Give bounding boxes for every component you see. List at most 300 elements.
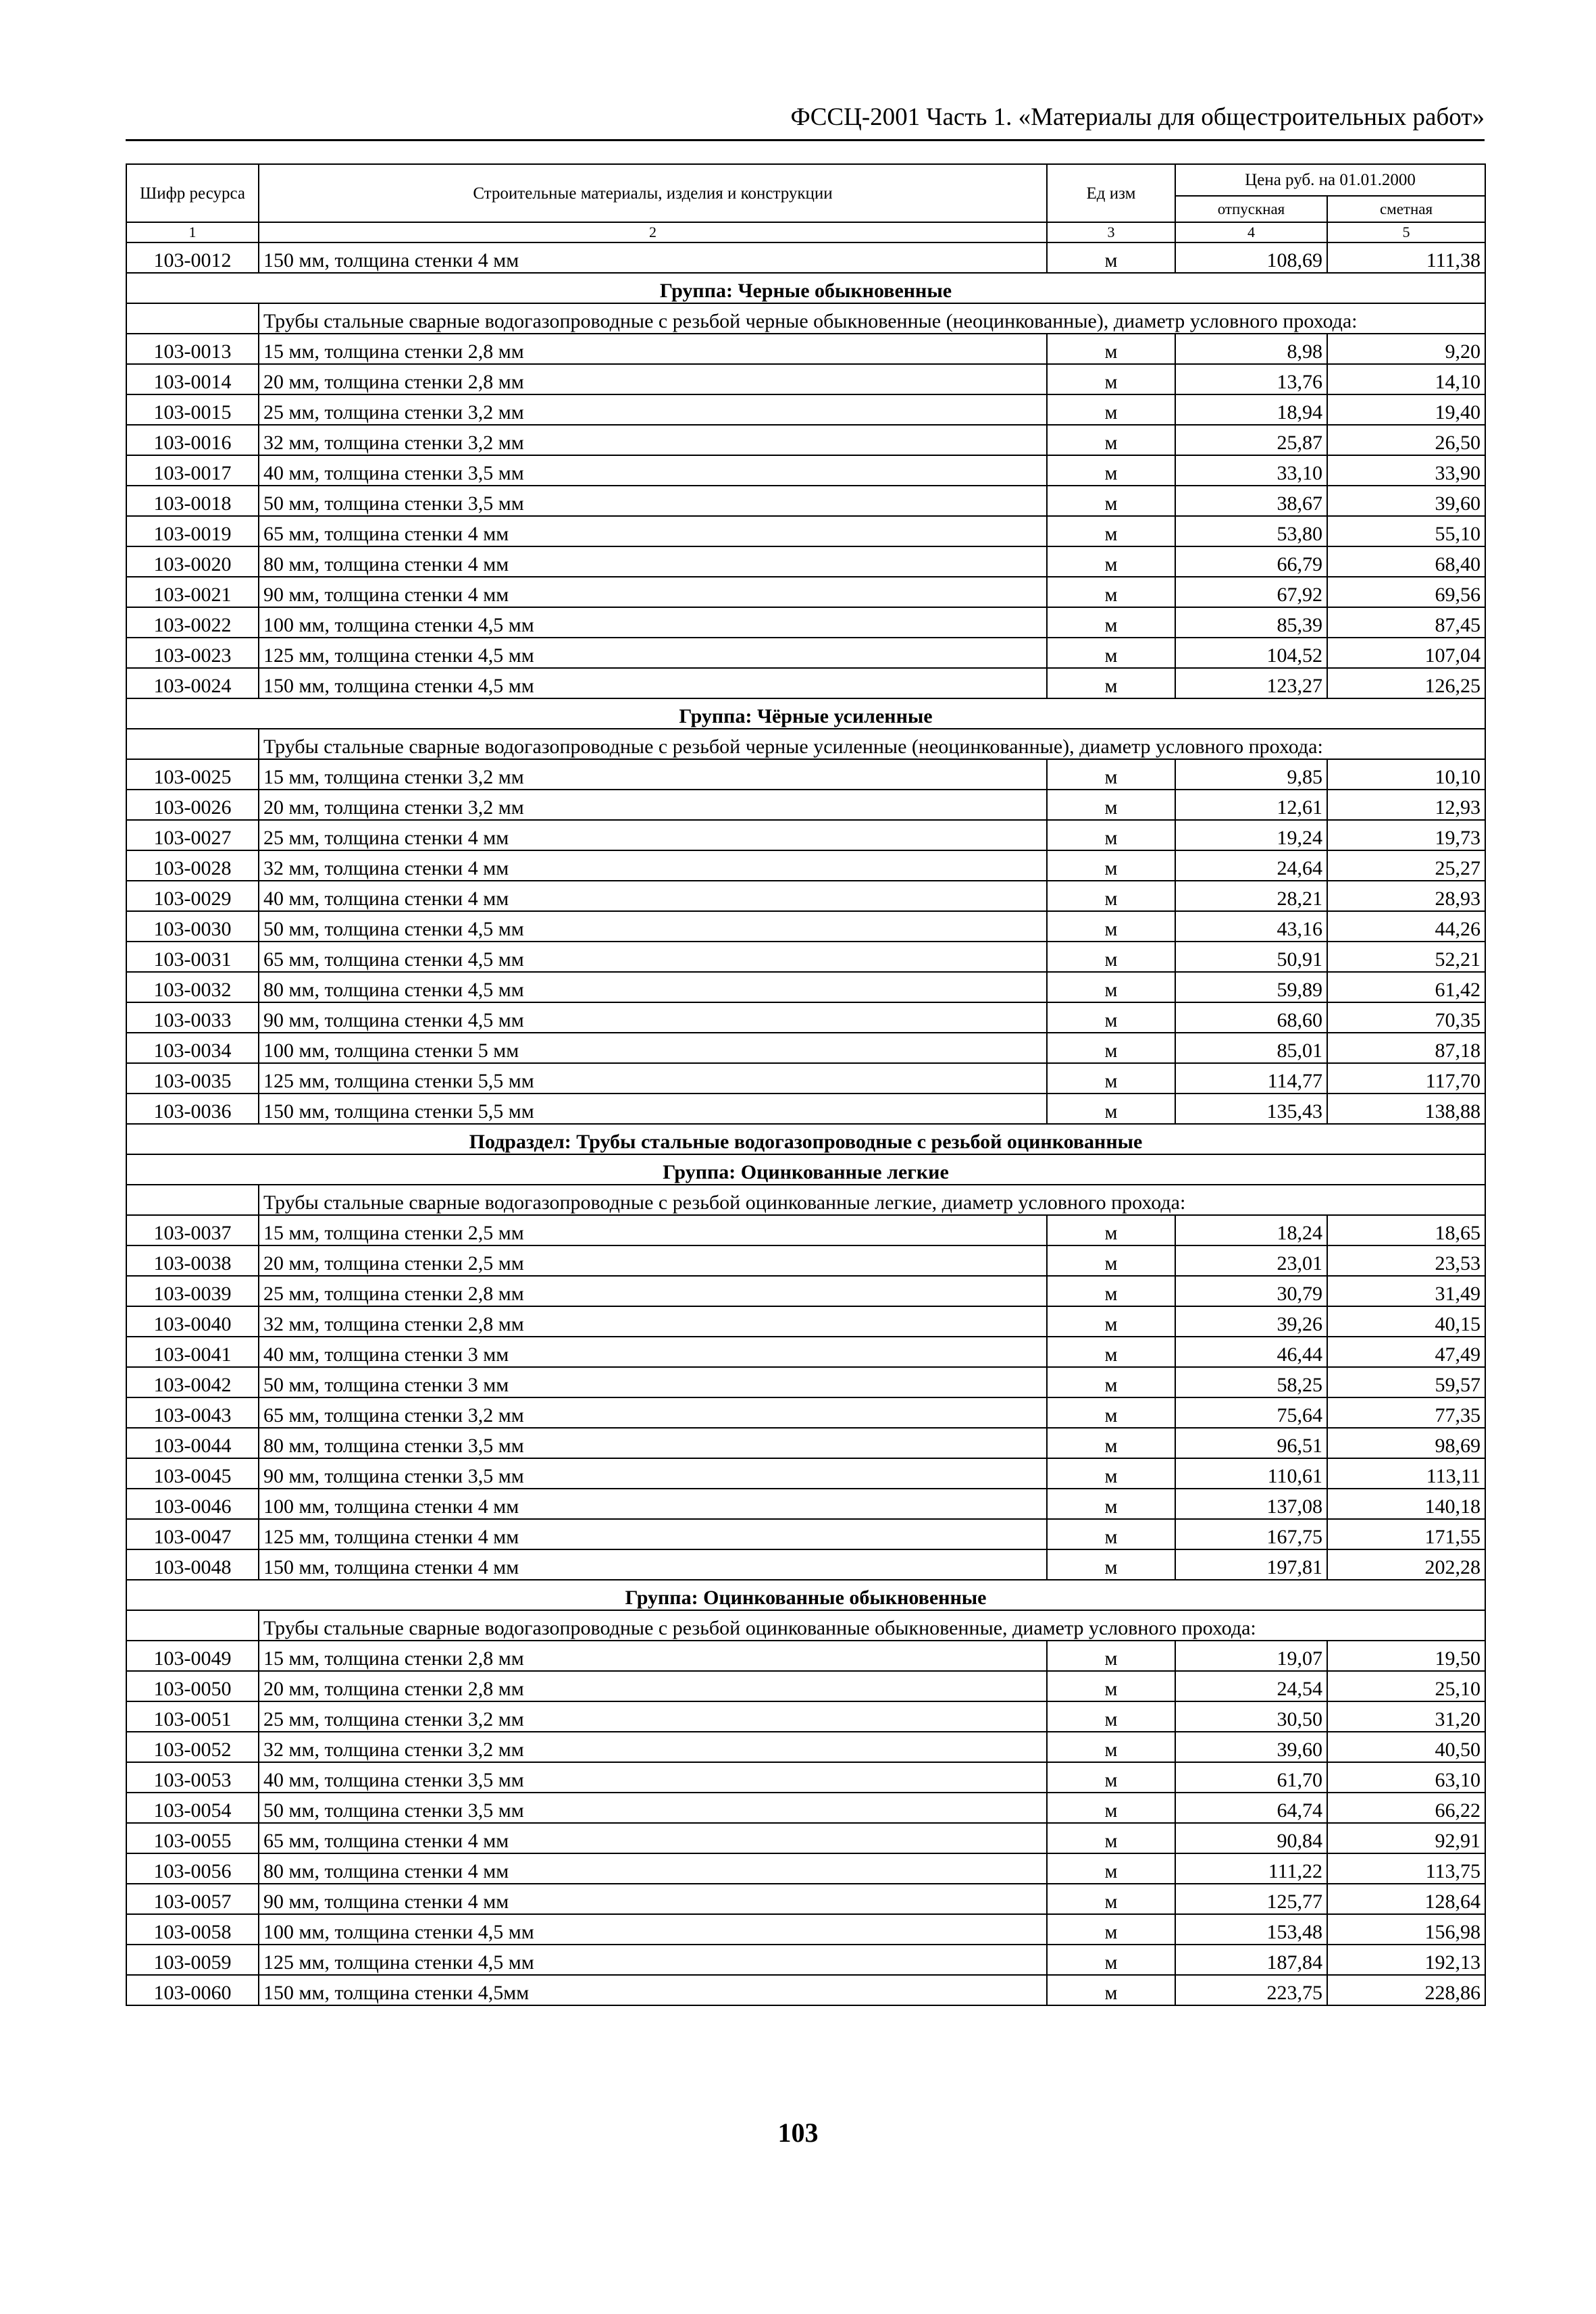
cell-unit: м [1047,1276,1175,1306]
table-row [126,911,1485,942]
cell-estimate: 61,42 [1327,972,1485,1002]
table-row [126,455,1485,486]
cell-code: 103-0037 [126,1215,259,1245]
cell-name: 80 мм, толщина стенки 4 мм [259,1853,1047,1884]
cell-estimate: 113,75 [1327,1853,1485,1884]
cell-name: 50 мм, толщина стенки 4,5 мм [259,911,1047,942]
cell-estimate: 40,50 [1327,1732,1485,1762]
cell-wholesale: 23,01 [1175,1245,1327,1276]
cell-wholesale: 9,85 [1175,759,1327,790]
cell-code: 103-0017 [126,455,259,486]
cell-name: 90 мм, толщина стенки 4 мм [259,577,1047,607]
cell-code: 103-0050 [126,1671,259,1701]
cell-code: 103-0044 [126,1428,259,1458]
cell-unit: м [1047,1489,1175,1519]
cell-code: 103-0042 [126,1367,259,1397]
cell-name: 125 мм, толщина стенки 4,5 мм [259,1945,1047,1975]
cell-name: 65 мм, толщина стенки 4 мм [259,516,1047,546]
cell-name: 65 мм, толщина стенки 4,5 мм [259,942,1047,972]
cell-wholesale: 33,10 [1175,455,1327,486]
note-spacer [126,1610,259,1641]
cell-estimate: 19,50 [1327,1641,1485,1671]
cell-estimate: 47,49 [1327,1337,1485,1367]
cell-code: 103-0047 [126,1519,259,1549]
cell-code: 103-0036 [126,1094,259,1124]
cell-code: 103-0041 [126,1337,259,1367]
cell-estimate: 192,13 [1327,1945,1485,1975]
cell-unit: м [1047,1732,1175,1762]
group-row [126,1580,1485,1610]
cell-unit: м [1047,577,1175,607]
cell-name: 80 мм, толщина стенки 4 мм [259,546,1047,577]
cell-wholesale: 90,84 [1175,1823,1327,1853]
cell-unit: м [1047,425,1175,455]
table-row [126,942,1485,972]
cell-code: 103-0059 [126,1945,259,1975]
cell-name: 125 мм, толщина стенки 4 мм [259,1519,1047,1549]
col-number-5: 5 [1327,222,1485,242]
cell-estimate: 14,10 [1327,364,1485,394]
cell-code: 103-0019 [126,516,259,546]
col-header-wholesale: отпускная [1175,196,1327,222]
cell-unit: м [1047,455,1175,486]
cell-wholesale: 18,94 [1175,394,1327,425]
table-row [126,1094,1485,1124]
cell-estimate: 39,60 [1327,486,1485,516]
cell-unit: м [1047,334,1175,364]
col-header-code: Шифр ресурса [126,164,259,222]
group-row [126,698,1485,729]
cell-estimate: 40,15 [1327,1306,1485,1337]
table-row [126,334,1485,364]
cell-name: 20 мм, толщина стенки 2,5 мм [259,1245,1047,1276]
cell-unit: м [1047,546,1175,577]
cell-code: 103-0018 [126,486,259,516]
table-body [126,242,1485,2005]
cell-wholesale: 85,01 [1175,1033,1327,1063]
table-row [126,1428,1485,1458]
table-row [126,1519,1485,1549]
cell-unit: м [1047,1549,1175,1580]
cell-name: 40 мм, толщина стенки 3,5 мм [259,455,1047,486]
table-header [126,164,1485,242]
cell-unit: м [1047,1215,1175,1245]
price-table [126,163,1486,2006]
cell-code: 103-0030 [126,911,259,942]
cell-estimate: 98,69 [1327,1428,1485,1458]
cell-wholesale: 18,24 [1175,1215,1327,1245]
table-row [126,1367,1485,1397]
group-description: Трубы стальные сварные водогазопроводные с резьбой оцинкованные обыкновенные, диаметр условного прохода: [259,1610,1485,1641]
table-row [126,1276,1485,1306]
cell-name: 25 мм, толщина стенки 3,2 мм [259,394,1047,425]
cell-wholesale: 167,75 [1175,1519,1327,1549]
cell-estimate: 92,91 [1327,1823,1485,1853]
cell-wholesale: 58,25 [1175,1367,1327,1397]
col-header-estimate: сметная [1327,196,1485,222]
cell-code: 103-0049 [126,1641,259,1671]
cell-name: 150 мм, толщина стенки 4 мм [259,1549,1047,1580]
cell-name: 65 мм, толщина стенки 4 мм [259,1823,1047,1853]
cell-estimate: 87,45 [1327,607,1485,638]
table-row [126,607,1485,638]
col-number-3: 3 [1047,222,1175,242]
cell-unit: м [1047,607,1175,638]
cell-code: 103-0020 [126,546,259,577]
note-row [126,1610,1485,1641]
cell-wholesale: 13,76 [1175,364,1327,394]
cell-name: 15 мм, толщина стенки 2,8 мм [259,1641,1047,1671]
cell-code: 103-0046 [126,1489,259,1519]
cell-name: 40 мм, толщина стенки 4 мм [259,881,1047,911]
cell-name: 20 мм, толщина стенки 3,2 мм [259,790,1047,820]
cell-code: 103-0048 [126,1549,259,1580]
cell-name: 25 мм, толщина стенки 2,8 мм [259,1276,1047,1306]
cell-estimate: 31,20 [1327,1701,1485,1732]
cell-unit: м [1047,911,1175,942]
cell-unit: м [1047,850,1175,881]
cell-name: 15 мм, толщина стенки 2,8 мм [259,334,1047,364]
cell-name: 90 мм, толщина стенки 4,5 мм [259,1002,1047,1033]
cell-code: 103-0023 [126,638,259,668]
cell-unit: м [1047,790,1175,820]
cell-unit: м [1047,820,1175,850]
table-row [126,577,1485,607]
note-row [126,1185,1485,1215]
table-row [126,1793,1485,1823]
cell-name: 150 мм, толщина стенки 4,5мм [259,1975,1047,2005]
group-title: Группа: Черные обыкновенные [126,273,1485,303]
cell-code: 103-0040 [126,1306,259,1337]
cell-code: 103-0024 [126,668,259,698]
cell-name: 20 мм, толщина стенки 2,8 мм [259,364,1047,394]
cell-estimate: 171,55 [1327,1519,1485,1549]
cell-unit: м [1047,1306,1175,1337]
table-row [126,242,1485,273]
cell-name: 50 мм, толщина стенки 3,5 мм [259,486,1047,516]
cell-unit: м [1047,1641,1175,1671]
cell-wholesale: 50,91 [1175,942,1327,972]
cell-code: 103-0056 [126,1853,259,1884]
cell-estimate: 69,56 [1327,577,1485,607]
cell-code: 103-0060 [126,1975,259,2005]
cell-estimate: 44,26 [1327,911,1485,942]
table-row [126,1914,1485,1945]
cell-unit: м [1047,486,1175,516]
cell-estimate: 70,35 [1327,1002,1485,1033]
group-title: Группа: Оцинкованные обыкновенные [126,1580,1485,1610]
cell-unit: м [1047,972,1175,1002]
table-row [126,1458,1485,1489]
cell-code: 103-0055 [126,1823,259,1853]
cell-code: 103-0051 [126,1701,259,1732]
col-header-price: Цена руб. на 01.01.2000 [1175,164,1485,196]
cell-unit: м [1047,1671,1175,1701]
cell-code: 103-0034 [126,1033,259,1063]
cell-unit: м [1047,1884,1175,1914]
col-number-4: 4 [1175,222,1327,242]
note-spacer [126,303,259,334]
cell-unit: м [1047,1063,1175,1094]
cell-wholesale: 85,39 [1175,607,1327,638]
cell-wholesale: 96,51 [1175,1428,1327,1458]
cell-code: 103-0057 [126,1884,259,1914]
cell-name: 15 мм, толщина стенки 3,2 мм [259,759,1047,790]
table-row [126,1823,1485,1853]
table-row [126,1701,1485,1732]
cell-estimate: 68,40 [1327,546,1485,577]
cell-estimate: 31,49 [1327,1276,1485,1306]
col-header-unit: Ед изм [1047,164,1175,222]
table-row [126,1002,1485,1033]
cell-code: 103-0029 [126,881,259,911]
cell-estimate: 25,27 [1327,850,1485,881]
table-row [126,486,1485,516]
cell-name: 80 мм, толщина стенки 4,5 мм [259,972,1047,1002]
cell-wholesale: 223,75 [1175,1975,1327,2005]
cell-unit: м [1047,1397,1175,1428]
cell-wholesale: 39,26 [1175,1306,1327,1337]
table-row [126,820,1485,850]
cell-wholesale: 53,80 [1175,516,1327,546]
cell-unit: м [1047,668,1175,698]
cell-estimate: 52,21 [1327,942,1485,972]
cell-code: 103-0039 [126,1276,259,1306]
cell-name: 125 мм, толщина стенки 4,5 мм [259,638,1047,668]
cell-estimate: 66,22 [1327,1793,1485,1823]
cell-estimate: 117,70 [1327,1063,1485,1094]
cell-wholesale: 64,74 [1175,1793,1327,1823]
cell-name: 80 мм, толщина стенки 3,5 мм [259,1428,1047,1458]
cell-name: 40 мм, толщина стенки 3,5 мм [259,1762,1047,1793]
cell-unit: м [1047,638,1175,668]
table-row [126,881,1485,911]
cell-estimate: 33,90 [1327,455,1485,486]
cell-wholesale: 61,70 [1175,1762,1327,1793]
cell-name: 32 мм, толщина стенки 3,2 мм [259,1732,1047,1762]
cell-code: 103-0013 [126,334,259,364]
table-row [126,1306,1485,1337]
table-row [126,1884,1485,1914]
cell-wholesale: 59,89 [1175,972,1327,1002]
table-row [126,790,1485,820]
cell-code: 103-0028 [126,850,259,881]
cell-unit: м [1047,942,1175,972]
cell-name: 40 мм, толщина стенки 3 мм [259,1337,1047,1367]
group-title: Группа: Оцинкованные легкие [126,1154,1485,1185]
cell-wholesale: 19,07 [1175,1641,1327,1671]
header-rule [126,139,1485,141]
cell-estimate: 18,65 [1327,1215,1485,1245]
group-title: Группа: Чёрные усиленные [126,698,1485,729]
cell-estimate: 10,10 [1327,759,1485,790]
note-spacer [126,729,259,759]
cell-code: 103-0035 [126,1063,259,1094]
cell-wholesale: 110,61 [1175,1458,1327,1489]
cell-wholesale: 38,67 [1175,486,1327,516]
cell-estimate: 9,20 [1327,334,1485,364]
cell-unit: м [1047,1975,1175,2005]
cell-estimate: 59,57 [1327,1367,1485,1397]
cell-code: 103-0022 [126,607,259,638]
table-row [126,1975,1485,2005]
subsection-row [126,1124,1485,1154]
cell-name: 25 мм, толщина стенки 4 мм [259,820,1047,850]
table-row [126,364,1485,394]
cell-estimate: 140,18 [1327,1489,1485,1519]
cell-code: 103-0053 [126,1762,259,1793]
note-row [126,303,1485,334]
cell-wholesale: 153,48 [1175,1914,1327,1945]
cell-unit: м [1047,759,1175,790]
group-description: Трубы стальные сварные водогазопроводные с резьбой оцинкованные легкие, диаметр условного прохода: [259,1185,1485,1215]
cell-code: 103-0015 [126,394,259,425]
cell-wholesale: 125,77 [1175,1884,1327,1914]
cell-wholesale: 111,22 [1175,1853,1327,1884]
cell-unit: м [1047,1337,1175,1367]
cell-estimate: 26,50 [1327,425,1485,455]
group-row [126,273,1485,303]
group-row [126,1154,1485,1185]
cell-code: 103-0038 [126,1245,259,1276]
cell-unit: м [1047,1428,1175,1458]
table-row [126,1489,1485,1519]
cell-code: 103-0058 [126,1914,259,1945]
cell-wholesale: 135,43 [1175,1094,1327,1124]
cell-wholesale: 24,54 [1175,1671,1327,1701]
cell-code: 103-0054 [126,1793,259,1823]
cell-estimate: 25,10 [1327,1671,1485,1701]
cell-unit: м [1047,364,1175,394]
cell-estimate: 19,73 [1327,820,1485,850]
cell-estimate: 77,35 [1327,1397,1485,1428]
table-row [126,394,1485,425]
table-row [126,1641,1485,1671]
table-row [126,1245,1485,1276]
cell-name: 32 мм, толщина стенки 4 мм [259,850,1047,881]
table-row [126,1397,1485,1428]
cell-unit: м [1047,1367,1175,1397]
cell-wholesale: 12,61 [1175,790,1327,820]
cell-code: 103-0052 [126,1732,259,1762]
table-row [126,1063,1485,1094]
table-row [126,638,1485,668]
cell-wholesale: 46,44 [1175,1337,1327,1367]
cell-wholesale: 8,98 [1175,334,1327,364]
cell-wholesale: 39,60 [1175,1732,1327,1762]
cell-code: 103-0012 [126,242,259,273]
cell-code: 103-0033 [126,1002,259,1033]
cell-unit: м [1047,1853,1175,1884]
cell-code: 103-0025 [126,759,259,790]
cell-unit: м [1047,1458,1175,1489]
group-description: Трубы стальные сварные водогазопроводные с резьбой черные обыкновенные (неоцинкованные), диаметр условного прохода: [259,303,1485,334]
table-row [126,1762,1485,1793]
cell-estimate: 55,10 [1327,516,1485,546]
cell-name: 15 мм, толщина стенки 2,5 мм [259,1215,1047,1245]
group-description: Трубы стальные сварные водогазопроводные с резьбой черные усиленные (неоцинкованные), диаметр условного прохода: [259,729,1485,759]
running-head: ФССЦ-2001 Часть 1. «Материалы для общестроительных работ» [790,103,1485,131]
table-row [126,1671,1485,1701]
cell-name: 25 мм, толщина стенки 3,2 мм [259,1701,1047,1732]
cell-code: 103-0026 [126,790,259,820]
cell-wholesale: 187,84 [1175,1945,1327,1975]
cell-wholesale: 19,24 [1175,820,1327,850]
cell-name: 125 мм, толщина стенки 5,5 мм [259,1063,1047,1094]
cell-code: 103-0014 [126,364,259,394]
table-row [126,972,1485,1002]
cell-unit: м [1047,881,1175,911]
cell-wholesale: 68,60 [1175,1002,1327,1033]
cell-name: 50 мм, толщина стенки 3 мм [259,1367,1047,1397]
cell-wholesale: 67,92 [1175,577,1327,607]
page-number: 103 [777,2117,819,2148]
cell-code: 103-0016 [126,425,259,455]
cell-wholesale: 123,27 [1175,668,1327,698]
cell-estimate: 228,86 [1327,1975,1485,2005]
cell-wholesale: 43,16 [1175,911,1327,942]
cell-unit: м [1047,1245,1175,1276]
cell-name: 100 мм, толщина стенки 4,5 мм [259,1914,1047,1945]
cell-unit: м [1047,1519,1175,1549]
cell-unit: м [1047,1094,1175,1124]
cell-estimate: 126,25 [1327,668,1485,698]
table-row [126,546,1485,577]
cell-unit: м [1047,1762,1175,1793]
cell-estimate: 113,11 [1327,1458,1485,1489]
table-row [126,1945,1485,1975]
cell-wholesale: 197,81 [1175,1549,1327,1580]
cell-name: 90 мм, толщина стенки 4 мм [259,1884,1047,1914]
table-row [126,668,1485,698]
col-number-1: 1 [126,222,259,242]
cell-estimate: 202,28 [1327,1549,1485,1580]
cell-name: 20 мм, толщина стенки 2,8 мм [259,1671,1047,1701]
cell-wholesale: 25,87 [1175,425,1327,455]
table-row [126,425,1485,455]
cell-name: 150 мм, толщина стенки 4,5 мм [259,668,1047,698]
cell-estimate: 138,88 [1327,1094,1485,1124]
cell-estimate: 63,10 [1327,1762,1485,1793]
cell-name: 50 мм, толщина стенки 3,5 мм [259,1793,1047,1823]
cell-unit: м [1047,1701,1175,1732]
cell-wholesale: 30,79 [1175,1276,1327,1306]
cell-estimate: 156,98 [1327,1914,1485,1945]
cell-estimate: 87,18 [1327,1033,1485,1063]
subsection-title: Подраздел: Трубы стальные водогазопроводные с резьбой оцинкованные [126,1124,1485,1154]
cell-unit: м [1047,1945,1175,1975]
table-row [126,1549,1485,1580]
col-number-2: 2 [259,222,1047,242]
cell-estimate: 107,04 [1327,638,1485,668]
cell-unit: м [1047,394,1175,425]
note-row [126,729,1485,759]
table-row [126,1215,1485,1245]
cell-estimate: 128,64 [1327,1884,1485,1914]
cell-name: 32 мм, толщина стенки 2,8 мм [259,1306,1047,1337]
cell-name: 90 мм, толщина стенки 3,5 мм [259,1458,1047,1489]
cell-estimate: 12,93 [1327,790,1485,820]
cell-code: 103-0021 [126,577,259,607]
cell-unit: м [1047,1914,1175,1945]
table-row [126,850,1485,881]
cell-code: 103-0032 [126,972,259,1002]
cell-wholesale: 30,50 [1175,1701,1327,1732]
table-row [126,1732,1485,1762]
table-row [126,1853,1485,1884]
table-row [126,759,1485,790]
cell-unit: м [1047,1823,1175,1853]
